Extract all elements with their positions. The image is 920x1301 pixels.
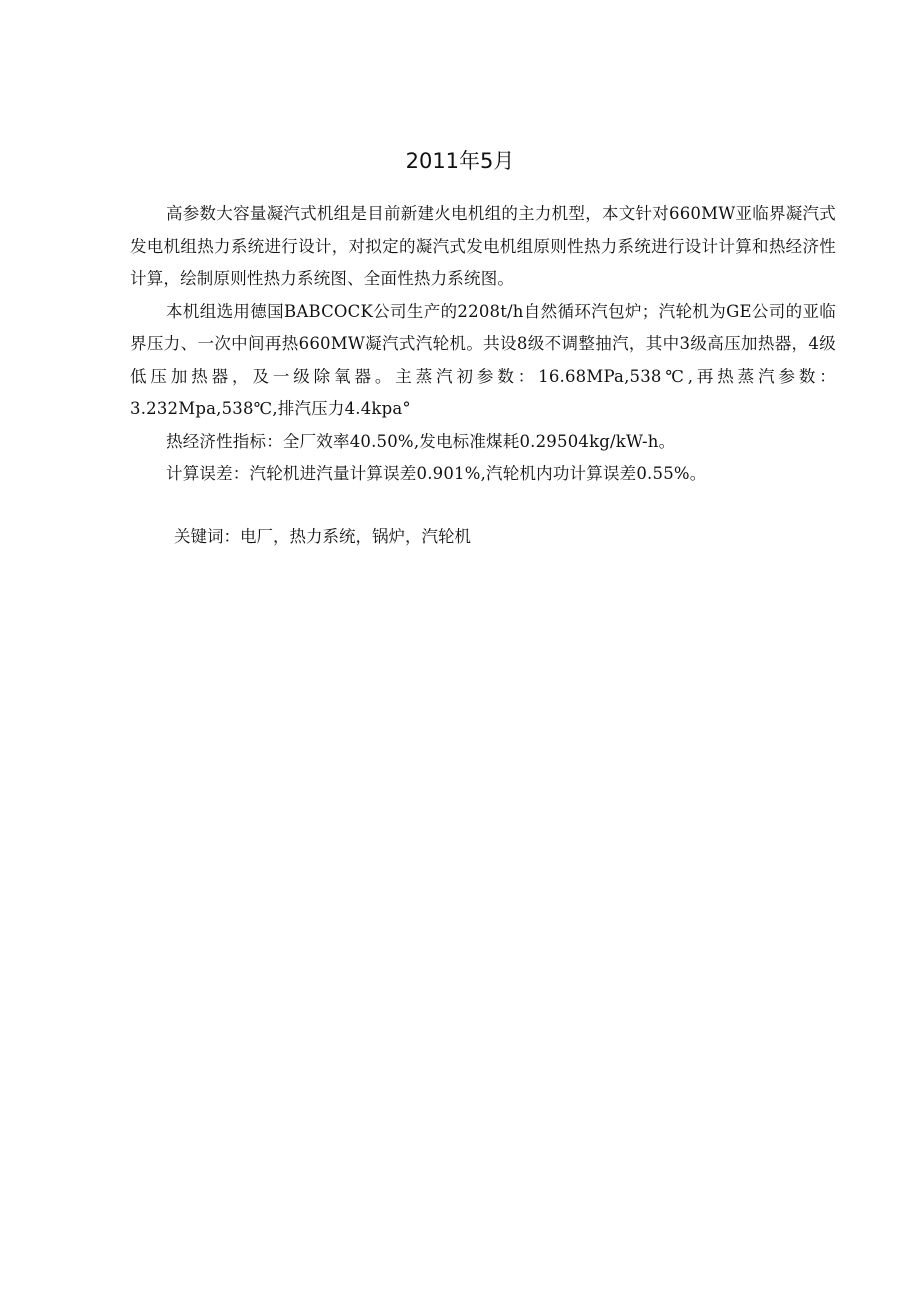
date-heading: 2011年5月 [405, 149, 515, 173]
abstract-paragraph-intro: 高参数大容量凝汽式机组是目前新建火电机组的主力机型，本文针对660MW亚临界凝汽式发电机组热力系统进行设计，对拟定的凝汽式发电机组原则性热力系统进行设计计算和热经济性计算，绘制原则性热力系统图、全面性热力系统图。 [130, 204, 836, 288]
abstract-paragraph-error: 计算误差：汽轮机进汽量计算误差0.901%,汽轮机内功计算误差0.55%。 [166, 464, 707, 483]
abstract-paragraph-equipment: 本机组选用德国BABCOCK公司生产的2208t/h自然循环汽包炉；汽轮机为GE公司的亚临界压力、一次中间再热660MW凝汽式汽轮机。共设8级不调整抽汽，其中3级高压加热器，4级低压加热器，及一级除氧器。主蒸汽初参数：16.68MPa,538℃,再热蒸汽参数：3.232Mpa,538℃,排汽压力4.4kpa° [130, 301, 836, 418]
abstract-body [130, 198, 836, 553]
keywords-line: 关键词：电厂，热力系统，锅炉，汽轮机 [174, 526, 471, 546]
abstract-paragraph-efficiency: 热经济性指标：全厂效率40.50%,发电标准煤耗0.29504kg/kW-h。 [166, 431, 676, 451]
